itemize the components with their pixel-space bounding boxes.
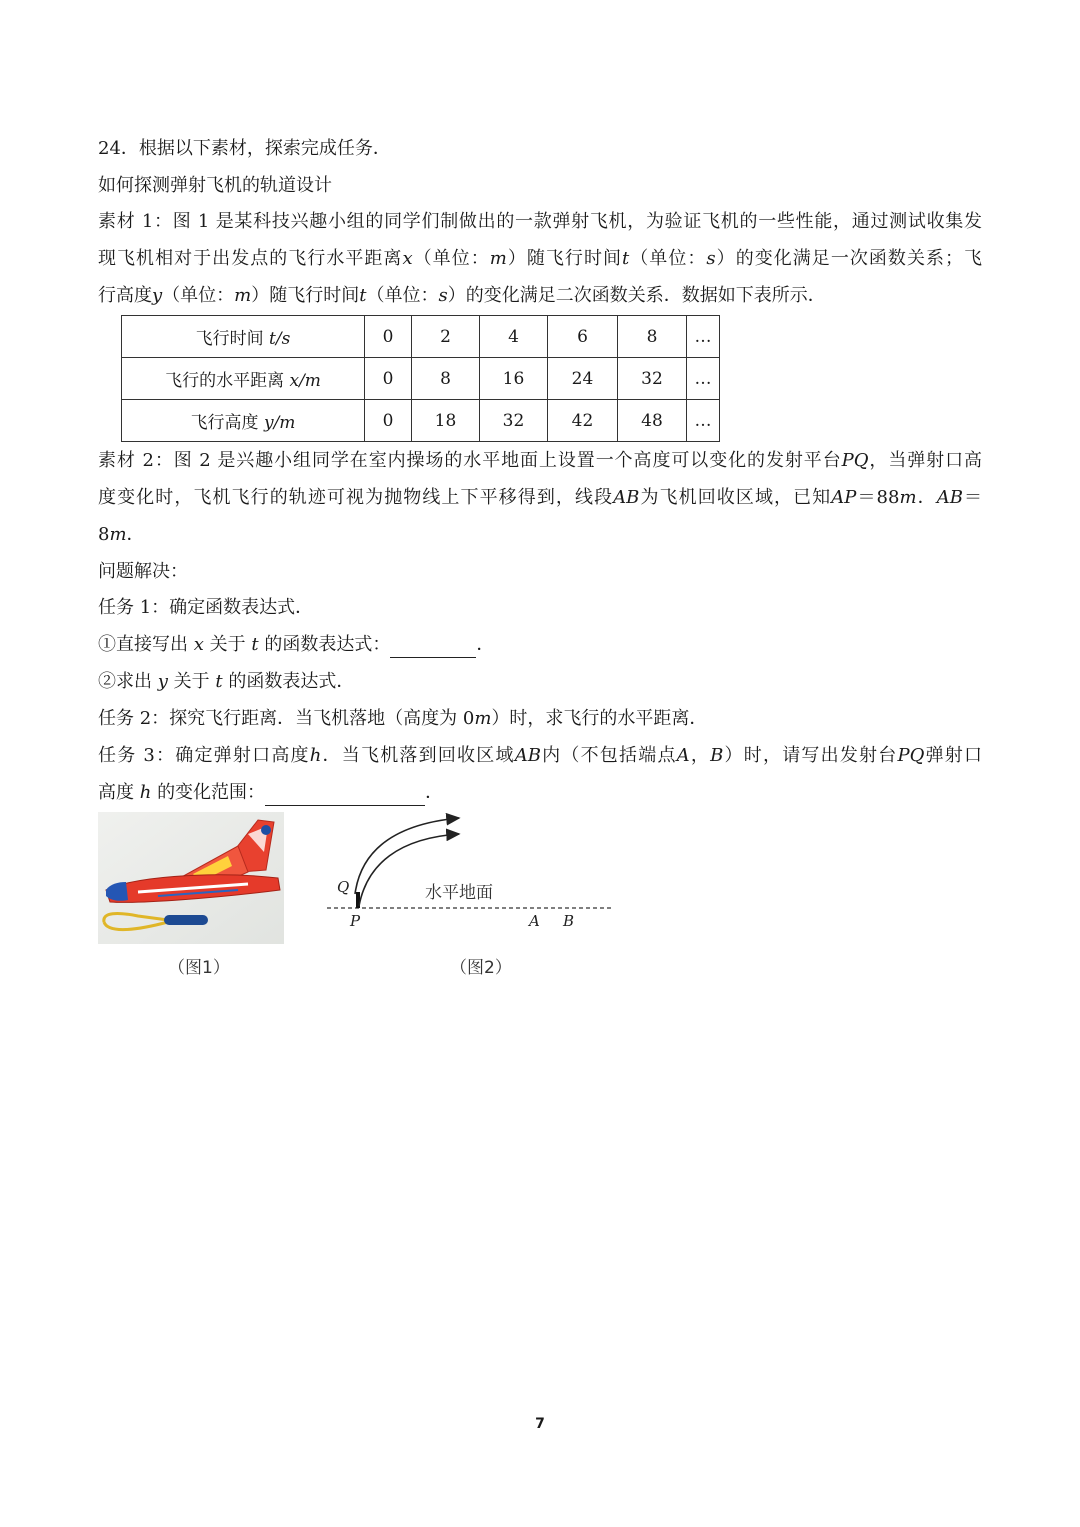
unit-m: m (234, 285, 252, 306)
text-segment: ）随飞行时间 (506, 248, 623, 269)
text-segment: （单位： (366, 285, 439, 306)
material1-line3 (98, 284, 826, 308)
figure1-caption: （图1） (168, 958, 230, 978)
table-cell: 2 (412, 316, 480, 358)
label-a: A (529, 912, 540, 930)
figure1-plane-photo (98, 812, 284, 944)
task2 (98, 707, 707, 731)
var-ab: AB (936, 487, 963, 508)
table-cell: … (687, 358, 720, 400)
var-t: t (215, 671, 223, 692)
material2-line1 (98, 449, 982, 473)
text-segment: ＝88 (856, 487, 900, 508)
table-cell: … (687, 400, 720, 442)
label-p: P (350, 912, 361, 930)
var-h: h (139, 782, 152, 803)
table-cell: 8 (412, 358, 480, 400)
text-segment: 任务 3：确定弹射口高度 (98, 745, 310, 766)
var-ab: AB (514, 745, 541, 766)
var-a: A (676, 745, 690, 766)
table-cell: 0 (365, 358, 412, 400)
var-t: t (359, 285, 367, 306)
task3-line2 (98, 781, 443, 806)
table-cell: 18 (412, 400, 480, 442)
var-t: t (251, 634, 259, 655)
table-cell: 0 (365, 316, 412, 358)
table-cell: 16 (480, 358, 548, 400)
text-segment: ②求出 (98, 671, 152, 692)
label-q: Q (337, 878, 350, 896)
text-segment: 现飞机相对于出发点的飞行水平距离 (98, 248, 403, 269)
material2-line3 (98, 523, 145, 547)
text-segment: 关于 (209, 634, 246, 655)
var-ap: AP (831, 487, 857, 508)
table-cell: 32 (480, 400, 548, 442)
var-pq: PQ (897, 745, 925, 766)
material2-line2 (98, 486, 982, 510)
var-y: y (157, 671, 168, 692)
text-segment: 度变化时，飞机飞行的轨迹可视为抛物线上下平移得到，线段 (98, 487, 614, 508)
text-segment: 弹射口 (924, 745, 983, 766)
text-segment: ． (916, 487, 937, 508)
figure2-trajectory-diagram (325, 810, 615, 935)
text-segment: （单位： (412, 248, 490, 269)
table-row (122, 316, 720, 358)
answer-blank[interactable] (390, 633, 476, 658)
page-number: 7 (535, 1416, 545, 1432)
task1-question1 (98, 633, 494, 658)
label-ground: 水平地面 (425, 883, 493, 903)
label-b: B (563, 912, 575, 930)
table-cell: … (687, 316, 720, 358)
var-pq: PQ (841, 450, 869, 471)
var-x: x (193, 634, 204, 655)
text-segment: ． (425, 782, 444, 803)
var-ab: AB (613, 487, 640, 508)
unit-m: m (489, 248, 507, 269)
text-segment: 内（不包括端点 (540, 745, 677, 766)
table-cell: 4 (480, 316, 548, 358)
var-y: y (152, 285, 163, 306)
text-segment: ． (126, 524, 145, 545)
table-row (122, 358, 720, 400)
var-x: x (402, 248, 413, 269)
text-segment: 8 (98, 524, 110, 545)
text-segment: 的函数表达式． (228, 671, 355, 692)
text-segment: ．当飞机落到回收区域 (321, 745, 515, 766)
text-segment: ）时，请写出发射台 (723, 745, 898, 766)
text-segment: ）时，求飞行的水平距离． (491, 708, 708, 729)
table-row (122, 400, 720, 442)
var-t: t (622, 248, 630, 269)
unit-s: s (706, 248, 716, 269)
text-segment: ，当弹射口高 (868, 450, 982, 471)
material1-line1: 素材 1：图 1 是某科技兴趣小组的同学们制做出的一款弹射飞机，为验证飞机的一些性能，通过测试收集发 (98, 211, 982, 232)
material1-line2 (98, 247, 982, 271)
task1-question2 (98, 670, 354, 694)
text-segment: 为飞机回收区域，已知 (639, 487, 832, 508)
unit-s: s (438, 285, 448, 306)
text-segment: ＝ (962, 487, 983, 508)
table-cell: 0 (365, 400, 412, 442)
task3-line1 (98, 744, 982, 768)
text-segment: 关于 (173, 671, 210, 692)
text-segment: 任务 2：探究飞行距离．当飞机落地（高度为 0 (98, 708, 475, 729)
figure2-caption: （图2） (450, 958, 512, 978)
problem-title: 如何探测弹射飞机的轨道设计 (98, 175, 332, 196)
text-segment: （单位： (162, 285, 235, 306)
text-segment: 素材 2：图 2 是兴趣小组同学在室内操场的水平地面上设置一个高度可以变化的发射平台 (98, 450, 842, 471)
unit-m: m (109, 524, 127, 545)
text-segment: ）的变化满足二次函数关系．数据如下表所示． (447, 285, 826, 306)
text-segment: ）随飞行时间 (251, 285, 360, 306)
var-h: h (309, 745, 322, 766)
unit-m: m (899, 487, 917, 508)
text-segment: ）的变化满足一次函数关系；飞 (715, 248, 983, 269)
text-segment: 的函数表达式： (264, 634, 391, 655)
text-segment: 高度 (98, 782, 134, 803)
table-cell: 24 (548, 358, 618, 400)
problem-number-line: 24．根据以下素材，探索完成任务． (98, 138, 391, 159)
var-b: B (710, 745, 724, 766)
text-segment: ， (689, 745, 711, 766)
task1-heading: 任务 1：确定函数表达式． (98, 597, 314, 618)
solve-heading: 问题解决： (98, 561, 188, 582)
row-header: 飞行时间 t/s (122, 316, 365, 358)
text-segment: 的变化范围： (157, 782, 266, 803)
row-header: 飞行的水平距离 x/m (122, 358, 365, 400)
text-segment: ①直接写出 (98, 634, 188, 655)
text-segment: （单位： (629, 248, 707, 269)
answer-blank[interactable] (265, 781, 425, 806)
table-cell: 6 (548, 316, 618, 358)
text-segment: ． (476, 634, 495, 655)
table-cell: 42 (548, 400, 618, 442)
text-segment: 行高度 (98, 285, 152, 306)
table-cell: 32 (618, 358, 687, 400)
unit-m: m (474, 708, 492, 729)
table-cell: 8 (618, 316, 687, 358)
table-cell: 48 (618, 400, 687, 442)
row-header: 飞行高度 y/m (122, 400, 365, 442)
data-table (121, 315, 720, 442)
